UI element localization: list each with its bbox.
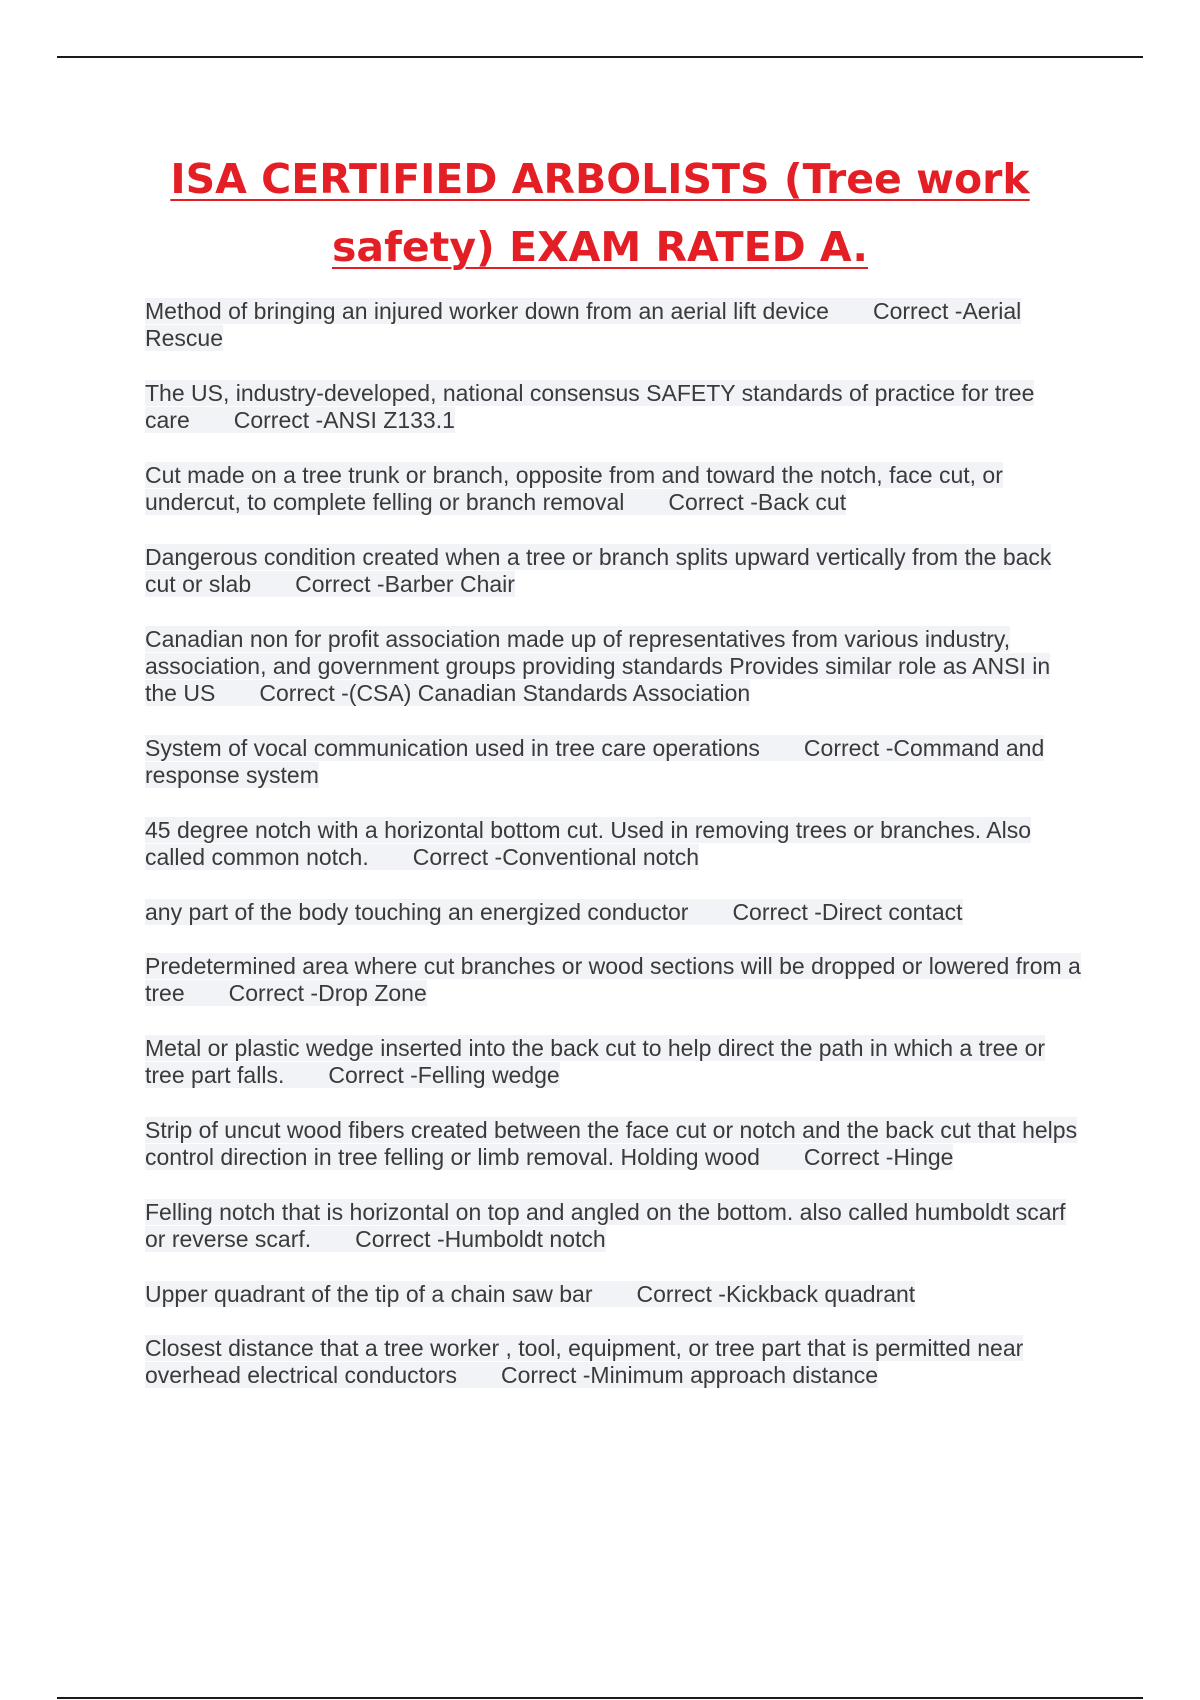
answer-text: ANSI Z133.1 (323, 407, 455, 433)
answer-prefix: Correct - (228, 980, 319, 1006)
question-text: Closest distance that a tree worker , tool, equipment, or tree part that is permitted near overhead electrical conductors (145, 1335, 1024, 1388)
answer-text: Kickback quadrant (725, 1281, 916, 1307)
question-text: Method of bringing an injured worker down from an aerial lift device (145, 298, 829, 324)
bottom-rule (57, 1697, 1143, 1699)
question-text: Canadian non for profit association made up of representatives from various industry, association, and government groups providing standards Provides similar role as ANSI in the US (145, 626, 1051, 706)
qa-item (145, 544, 1085, 598)
question-text: Cut made on a tree trunk or branch, opposite from and toward the notch, face cut, or undercut, to complete felling or branch removal (145, 462, 1003, 515)
answer-text: Minimum approach distance (590, 1362, 879, 1388)
answer-text: Hinge (893, 1144, 954, 1170)
question-text: Predetermined area where cut branches or wood sections will be dropped or lowered from a tree (145, 953, 1081, 1006)
question-text: Felling notch that is horizontal on top and angled on the bottom. also called humboldt scarf or reverse scarf. (145, 1199, 1066, 1252)
answer-text: Humboldt notch (444, 1226, 606, 1252)
answer-text: (CSA) Canadian Standards Association (348, 680, 751, 706)
question-text: Upper quadrant of the tip of a chain saw bar (145, 1281, 593, 1307)
question-text: any part of the body touching an energized conductor (145, 899, 689, 925)
answer-text: Barber Chair (384, 571, 515, 597)
answer-text: Drop Zone (318, 980, 427, 1006)
answer-text: Back cut (757, 489, 847, 515)
answer-prefix: Correct - (412, 844, 503, 870)
qa-list (145, 298, 1085, 1417)
answer-text: Conventional notch (502, 844, 700, 870)
answer-text: Direct contact (821, 899, 963, 925)
answer-prefix: Correct - (328, 1062, 418, 1088)
answer-prefix: Correct - (668, 489, 758, 515)
qa-item (145, 953, 1085, 1007)
question-text: The US, industry-developed, national consensus SAFETY standards of practice for tree care (145, 380, 1035, 433)
answer-prefix: Correct - (803, 1144, 894, 1170)
qa-item (145, 735, 1085, 789)
top-rule (57, 56, 1143, 58)
qa-item (145, 1281, 1085, 1308)
title-line-2: safety) EXAM RATED A. (332, 223, 868, 271)
qa-item (145, 626, 1085, 707)
qa-item (145, 1199, 1085, 1253)
answer-text: Felling wedge (417, 1062, 560, 1088)
answer-prefix: Correct - (355, 1226, 445, 1252)
qa-item (145, 1035, 1085, 1089)
question-text: Strip of uncut wood fibers created between the face cut or notch and the back cut that helps control direction in tree felling or limb removal. Holding wood (145, 1117, 1078, 1170)
answer-prefix: Correct - (872, 298, 963, 324)
qa-item (145, 1117, 1085, 1171)
answer-text: Aerial Rescue (145, 298, 1022, 351)
answer-prefix: Correct - (636, 1281, 726, 1307)
answer-prefix: Correct - (803, 735, 894, 761)
qa-item (145, 899, 1085, 926)
document-title (80, 145, 1120, 281)
qa-item (145, 380, 1085, 434)
question-text: Dangerous condition created when a tree or branch splits upward vertically from the back cut or slab (145, 544, 1052, 597)
qa-item (145, 298, 1085, 352)
qa-item (145, 462, 1085, 516)
title-line-1: ISA CERTIFIED ARBOLISTS (Tree work (170, 155, 1030, 203)
answer-text: Command and response system (145, 735, 1045, 788)
qa-item (145, 817, 1085, 871)
question-text: System of vocal communication used in tree care operations (145, 735, 760, 761)
question-text: Metal or plastic wedge inserted into the back cut to help direct the path in which a tree or tree part falls. (145, 1035, 1046, 1088)
answer-prefix: Correct - (500, 1362, 591, 1388)
question-text: 45 degree notch with a horizontal bottom cut. Used in removing trees or branches. Also called common notch. (145, 817, 1031, 870)
answer-prefix: Correct - (295, 571, 385, 597)
answer-prefix: Correct - (233, 407, 324, 433)
answer-prefix: Correct - (732, 899, 822, 925)
qa-item (145, 1335, 1085, 1389)
answer-prefix: Correct - (259, 680, 349, 706)
